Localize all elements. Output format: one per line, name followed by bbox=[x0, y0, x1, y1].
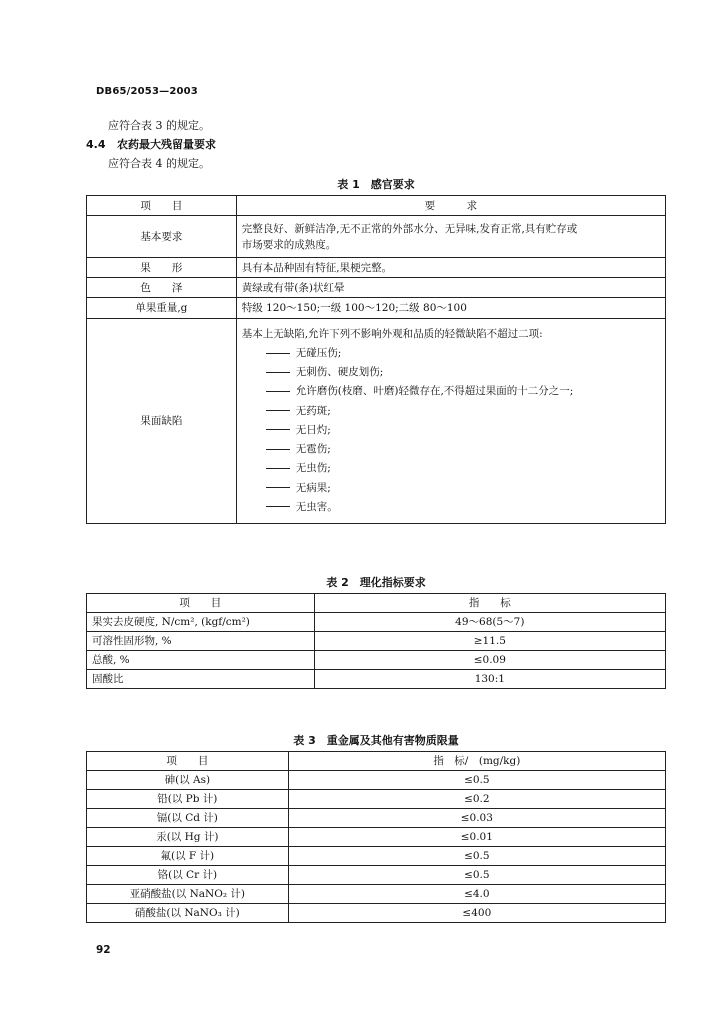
table-row bbox=[87, 866, 666, 885]
defect-item: 无雹伤; bbox=[242, 440, 660, 459]
table-row bbox=[87, 613, 666, 632]
table-row bbox=[87, 904, 666, 923]
defect-item: 无药斑; bbox=[242, 402, 660, 421]
row-label: 固酸比 bbox=[87, 670, 315, 689]
table-row bbox=[87, 670, 666, 689]
column-header: 指 标/ (mg/kg) bbox=[288, 752, 665, 771]
row-label: 总酸, % bbox=[87, 651, 315, 670]
row-label: 单果重量,g bbox=[87, 298, 237, 319]
section-heading bbox=[86, 136, 216, 152]
row-label: 氟(以 F 计) bbox=[87, 847, 289, 866]
table-row bbox=[87, 771, 666, 790]
table-row bbox=[87, 278, 666, 298]
table-header-row bbox=[87, 196, 666, 216]
row-value: 49～68(5～7) bbox=[314, 613, 665, 632]
dash-mark bbox=[266, 487, 290, 488]
table-row bbox=[87, 319, 666, 524]
row-label: 汞(以 Hg 计) bbox=[87, 828, 289, 847]
table1-sensory bbox=[86, 195, 666, 524]
value-line: 完整良好、新鲜洁净,无不正常的外部水分、无异味,发育正常,具有贮存或 bbox=[241, 222, 578, 235]
row-label: 果 形 bbox=[87, 258, 237, 278]
defect-item: 无日灼; bbox=[242, 421, 660, 440]
row-label: 色 泽 bbox=[87, 278, 237, 298]
defect-intro: 基本上无缺陷,允许下列不影响外观和品质的轻微缺陷不超过二项: bbox=[241, 328, 543, 341]
row-value: ≤0.5 bbox=[288, 866, 665, 885]
dash-mark bbox=[266, 391, 290, 392]
row-value: ≤0.09 bbox=[314, 651, 665, 670]
row-value: ≤0.2 bbox=[288, 790, 665, 809]
column-header: 要 求 bbox=[236, 196, 665, 216]
row-value: ≤400 bbox=[288, 904, 665, 923]
dash-mark bbox=[266, 353, 290, 354]
table-row bbox=[87, 828, 666, 847]
row-value: ≤0.5 bbox=[288, 847, 665, 866]
value-line: 市场要求的成熟度。 bbox=[241, 238, 337, 251]
table-row bbox=[87, 216, 666, 258]
paragraph-line: 应符合表 4 的规定。 bbox=[108, 157, 210, 170]
row-label: 硝酸盐(以 NaNO₃ 计) bbox=[87, 904, 289, 923]
row-value: ≤0.01 bbox=[288, 828, 665, 847]
table-row bbox=[87, 885, 666, 904]
row-label: 镉(以 Cd 计) bbox=[87, 809, 289, 828]
column-header: 项 目 bbox=[87, 196, 237, 216]
table2-caption: 表 2 理化指标要求 bbox=[326, 576, 426, 589]
row-label: 可溶性固形物, % bbox=[87, 632, 315, 651]
defect-item: 无刺伤、硬皮划伤; bbox=[242, 363, 660, 382]
section-title: 农药最大残留量要求 bbox=[117, 138, 216, 151]
defect-item: 无虫害。 bbox=[242, 498, 660, 517]
defect-item: 无病果; bbox=[242, 479, 660, 498]
table2-physicochemical bbox=[86, 593, 666, 689]
table-row bbox=[87, 298, 666, 319]
table-header-row bbox=[87, 752, 666, 771]
row-value: 具有本品种固有特征,果梗完整。 bbox=[236, 258, 665, 278]
row-label: 砷(以 As) bbox=[87, 771, 289, 790]
defect-item: 允许磨伤(枝磨、叶磨)轻微存在,不得超过果面的十二分之一; bbox=[242, 382, 660, 401]
dash-mark bbox=[266, 372, 290, 373]
document-header: DB65/2053—2003 bbox=[96, 86, 198, 97]
page-number: 92 bbox=[96, 944, 111, 956]
row-label: 铬(以 Cr 计) bbox=[87, 866, 289, 885]
table-row bbox=[87, 632, 666, 651]
dash-mark bbox=[266, 449, 290, 450]
row-label: 果面缺陷 bbox=[87, 319, 237, 524]
table1-caption: 表 1 感官要求 bbox=[337, 178, 415, 191]
dash-mark bbox=[266, 506, 290, 507]
table3-caption: 表 3 重金属及其他有害物质限量 bbox=[293, 734, 459, 747]
row-label: 亚硝酸盐(以 NaNO₂ 计) bbox=[87, 885, 289, 904]
table-header-row bbox=[87, 594, 666, 613]
row-value: ≤0.5 bbox=[288, 771, 665, 790]
defect-item: 无碰压伤; bbox=[242, 344, 660, 363]
column-header: 项 目 bbox=[87, 594, 315, 613]
row-value: ≤4.0 bbox=[288, 885, 665, 904]
row-label: 果实去皮硬度, N/cm², (kgf/cm²) bbox=[87, 613, 315, 632]
row-value: ≤0.03 bbox=[288, 809, 665, 828]
table-row bbox=[87, 258, 666, 278]
row-value: 130:1 bbox=[314, 670, 665, 689]
column-header: 指 标 bbox=[314, 594, 665, 613]
dash-mark bbox=[266, 429, 290, 430]
row-value: 特级 120～150;一级 100～120;二级 80～100 bbox=[236, 298, 665, 319]
row-label: 基本要求 bbox=[87, 216, 237, 258]
table-row bbox=[87, 651, 666, 670]
defect-item: 无虫伤; bbox=[242, 459, 660, 478]
row-value bbox=[236, 216, 665, 258]
row-label: 铅(以 Pb 计) bbox=[87, 790, 289, 809]
table-row bbox=[87, 847, 666, 866]
row-value: 黄绿或有带(条)状红晕 bbox=[236, 278, 665, 298]
table-row bbox=[87, 790, 666, 809]
paragraph-line: 应符合表 3 的规定。 bbox=[108, 119, 210, 132]
dash-mark bbox=[266, 410, 290, 411]
column-header: 项 目 bbox=[87, 752, 289, 771]
dash-mark bbox=[266, 468, 290, 469]
table3-heavy-metals bbox=[86, 751, 666, 923]
section-number: 4.4 bbox=[86, 138, 106, 151]
row-value: ≥11.5 bbox=[314, 632, 665, 651]
table-row bbox=[87, 809, 666, 828]
row-value bbox=[236, 319, 665, 524]
